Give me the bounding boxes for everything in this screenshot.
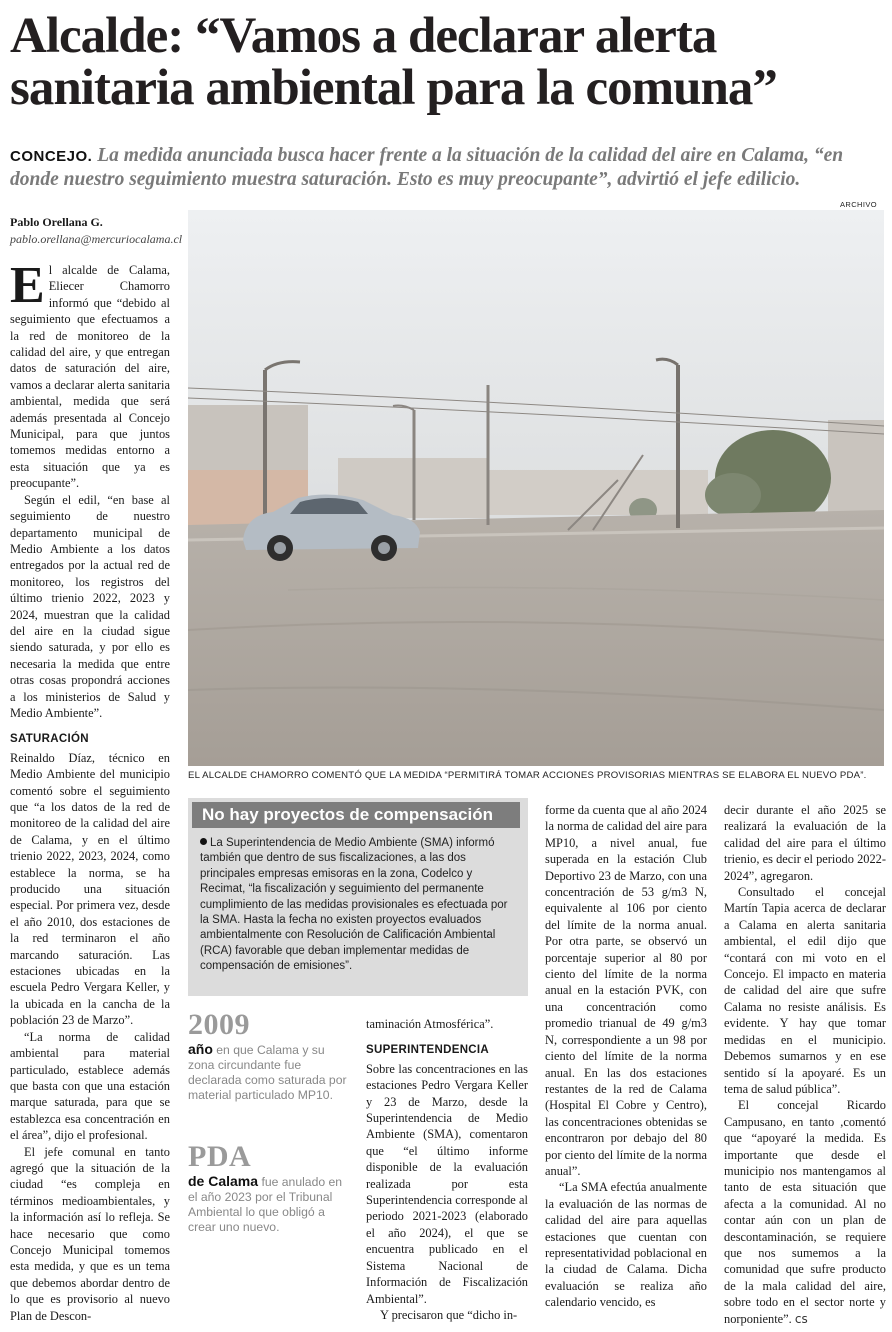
- deck-kicker: CONCEJO.: [10, 148, 93, 165]
- paragraph-5: El jefe comunal en tanto agregó que la situación de la ciudad “es compleja en términos medioambientales, y la información así lo refleja. Se hace necesario que como Concejo Municipal tomemos esta medida, y que es un tema que debemos abordar dentro de lo que es provisorio al nuevo Plan de Descon-: [10, 1144, 170, 1323]
- info-box-title: No hay proyectos de compensación: [192, 802, 520, 828]
- col3-paragraph-3: Y precisaron que “dicho in-: [380, 1307, 518, 1322]
- col5-paragraph-1: decir durante el año 2025 se realizará la evaluación de la calidad del aire para el último trienio, es decir el periodo 2022-2024”, agregaron.: [724, 803, 886, 883]
- drop-cap: E: [10, 257, 45, 314]
- author-email: pablo.orellana@mercuriocalama.cl: [10, 232, 183, 246]
- bullet-icon: [200, 838, 207, 845]
- article-headline: Alcalde: “Vamos a declarar alerta sanitaria ambiental para la comuna”: [10, 8, 777, 116]
- col3-paragraph-2: Sobre las concentraciones en las estaciones Pedro Vergara Keller y 23 de Marzo, desde la Superintendencia de Medio Ambiente (SMA), comentaron que “el último informe disponible de la evaluación realizada por esta Superintendencia corresponde al periodo 2021-2023 (elaborado el año 2024), el que se encuentra publicado en el Sistema Nacional de Información de Fiscalización Ambiental”.: [366, 1061, 528, 1306]
- col5-paragraph-2: Consultado el concejal Martín Tapia acerca de declarar a Calama en alerta sanitaria ambiental, el edil dijo que “contará con mi voto en el Concejo. El impacto en materia de calidad del aire que sufre Calama no resiste análisis. Es evidente. Y hay que tomar medidas en el municipio. Debemos sumarnos y en ese sentido sí la apoyaré. Es un tema de salud pública”.: [724, 885, 886, 1096]
- article-deck: [10, 144, 890, 191]
- info-box-body: [200, 836, 518, 975]
- paragraph-3: Reinaldo Díaz, técnico en Medio Ambiente del municipio comentó sobre el seguimiento que “a los datos de la red de monitoreo de la calidad del aire de Calama, y en el último trienio 2022, 2023, 2024, como establece la norma, se ha producido una situación especial. Por primera vez, desde el año 2010, dos estaciones de la red terminaron el año marcando saturación. Las estaciones ubicadas en la escuela Pedro Vergara Keller, y la ubicada en la cancha de la población 23 de Marzo”.: [10, 750, 170, 1028]
- stat-pda: [188, 1140, 353, 1235]
- stat-2009: [188, 1008, 353, 1103]
- paragraph-1-text: l alcalde de Calama, Eliecer Chamorro informó que “debido al seguimiento que efectuamos a la red de monitoreo de la calidad del aire, y que entregan datos de saturación del aire, vamos a declarar alerta sanitaria ambiental, medida que será además presentada al Concejo Municipal, para que juntos tomemos medidas entorno a esta situación que ya es preocupante”.: [10, 263, 170, 491]
- stat-pda-text: [188, 1174, 353, 1235]
- deck-text: La medida anunciada busca hacer frente a la situación de la calidad del aire en Calama, “en donde nuestro seguimiento muestra saturación. Esto es muy preocupante”, advirtió el jefe edilicio.: [10, 145, 844, 190]
- col5-paragraph-3: [724, 1097, 886, 1327]
- column-4: [545, 802, 707, 1311]
- column-1: [10, 257, 170, 1324]
- col3-paragraph-1: taminación Atmosférica”.: [366, 1017, 494, 1031]
- stat-2009-number: 2009: [188, 1008, 250, 1041]
- paragraph-1: [10, 257, 170, 492]
- stat-2009-text: [188, 1042, 353, 1103]
- end-mark: cs: [794, 1311, 808, 1326]
- photo-caption: EL ALCALDE CHAMORRO COMENTÓ QUE LA MEDIDA “PERMITIRÁ TOMAR ACCIONES PROVISORIAS MIENTRAS SE ELABORA EL NUEVO PDA”.: [188, 770, 867, 781]
- info-box-text: La Superintendencia de Medio Ambiente (SMA) informó también que dentro de sus fiscalizaciones, a las dos principales empresas emisoras en la zona, Codelco y Recimat, “la fiscalización y seguimiento del permanente cumplimiento de las medidas provisionales es efectuada por la SMA. Hasta la fecha no existen proyectos evaluados ambientalmente con Resolución de Calificación Ambiental (RCA) favorable que deban implementar medidas de compensación de emisiones”.: [200, 837, 508, 973]
- paragraph-2: Según el edil, “en base al seguimiento de nuestro departamento municipal de Medio Ambiente a los datos entregados por la actual red de monitoreo, los registros del último trienio 2022, 2023 y 2024, muestran que la calidad del aire en la ciudad sigue siendo saturada, y por ello es necesaria la medida que entre otras cosas propondrá acciones a los ministerios de Salud y Medio Ambiente”.: [10, 492, 170, 720]
- photo-credit: ARCHIVO: [840, 200, 877, 209]
- author-name: Pablo Orellana G.: [10, 215, 103, 229]
- col5-paragraph-3-text: El concejal Ricardo Campusano, en tanto ,comentó que “apoyaré la medida. Es importante que desde el municipio nos mantengamos al tanto de esta situación que afecta a la comunidad. Al no contar aún con un plan de descontaminación, se requiere que nos sumemos a la comunidad que sufre producto de la mala calidad del aire, sobre todo en el sector norte y norponiente”.: [724, 1098, 886, 1326]
- stat-2009-label: año: [188, 1041, 213, 1057]
- paragraph-4: “La norma de calidad ambiental para material particulado, establece además que basta con que una estación marque saturada, para que se establezca esa concentración en el área”, dijo el profesional.: [10, 1029, 170, 1143]
- column-3: [366, 1016, 528, 1323]
- stat-pda-title: PDA: [188, 1140, 252, 1173]
- stat-pda-label: de Calama: [188, 1173, 259, 1189]
- column-5: [724, 802, 886, 1327]
- stat-pda-description: fue anulado en el año 2023 por el Tribunal Ambiental lo que obligó a crear uno nuevo.: [188, 1175, 343, 1234]
- info-box: [188, 798, 528, 996]
- parking-lot-photo: [188, 210, 884, 766]
- subhead-superintendencia: SUPERINTENDENCIA: [366, 1044, 490, 1057]
- col4-paragraph-2: “La SMA efectúa anualmente la evaluación de las normas de calidad del aire para aquellas estaciones que cuentan con representatividad poblacional en la ciudad de Calama. Dicha evaluación se realiza año calendario vencido, es: [545, 1180, 707, 1310]
- byline: [10, 214, 185, 248]
- article-photo: [188, 210, 884, 766]
- subhead-saturacion: SATURACIÓN: [10, 733, 89, 746]
- stat-2009-description: en que Calama y su zona circundante fue declarada como saturada por material particulado MP10.: [188, 1043, 347, 1102]
- col4-paragraph-1: forme da cuenta que al año 2024 la norma de calidad del aire para MP10, a nivel anual, fue superada en la estación Club Deportivo 23 de Marzo, con una concentración de 53 g/m3 N, equivalente al 106 por ciento del límite de la norma anual. Por otra parte, se observó un porcentaje superior al 80 por ciento del límite de la norma anual en la estación PVK, con una concentración como promedio trianual de 49 g/m3 N, correspondiente a un 98 por ciento del límite de la norma anual. En las dos estaciones restantes de la red de Calama (Hospital El Cobre y Centro), las concentraciones obtenidas se encontraron por debajo del 80 por ciento del límite de la norma anual”.: [545, 803, 707, 1178]
